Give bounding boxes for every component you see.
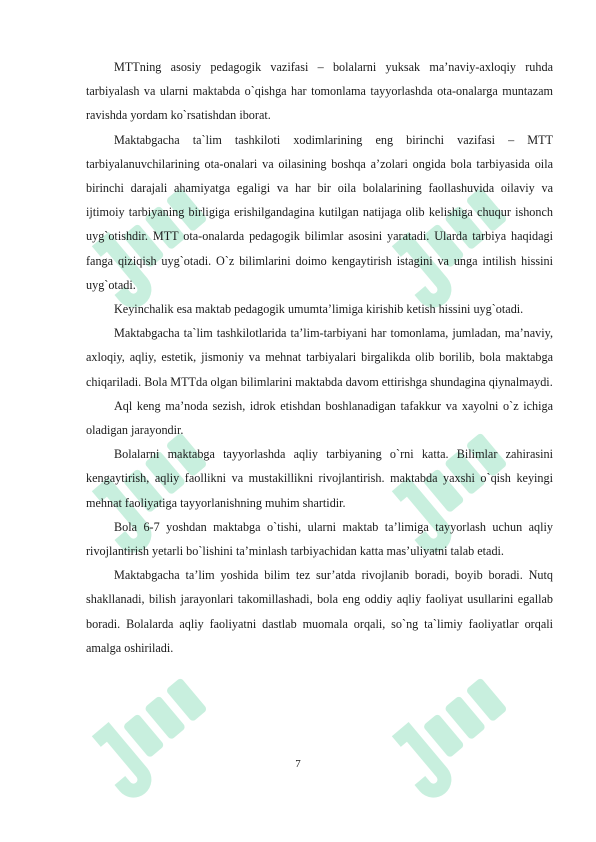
paragraph: Maktabgacha ta`lim tashkilotlarida ta’lim-tarbiyani har tomonlama, jumladan, ma’naviy, axloqiy, aqliy, estetik, jismoniy va mehnat tarbiyalari birgalikda olib borilib, bola maktabga chiqariladi. Bola MTTda olgan bilimlarini maktabda davom ettirishga shundagina qiynalmaydi.: [86, 326, 553, 389]
page-number: 7: [295, 758, 301, 770]
paragraph: Maktabgacha ta`lim tashkiloti xodimlarining eng birinchi vazifasi – MTT tarbiyalanuvchilarining ota-onalari va oilasining boshqa a’zolari ongida bola tarbiyasida oila birinchi darajali ahamiyatga egaligi va har bir oila bolalarining faollashuvida oilaviy va ijtimoiy tarbiyaning birligiga erishilgandagina kutilgan natijaga olib kelishiga chuqur ishonch uyg`otishdir. MTT ota-onalarda pedagogik bilimlar asosini yaratadi. Ularda tarbiya haqidagi fanga qiziqish uyg`otadi. O`z bilimlarini doimo kengaytirish istagini va unga intilish hissini uyg`otadi.: [86, 132, 553, 292]
paragraph: Aql keng ma’noda sezish, idrok etishdan boshlanadigan tafakkur va xayolni o`z ichiga oladigan jarayondir.: [86, 398, 553, 438]
paragraph: Keyinchalik esa maktab pedagogik umumta’limiga kirishib ketish hissini uyg`otadi.: [114, 302, 524, 317]
paragraph: Bola 6-7 yoshdan maktabga o`tishi, ularni maktab ta’limiga tayyorlash uchun aqliy rivojlantirish yetarli bo`lishini ta’minlash tarbiyachidan katta mas’uliyatni talab etadi.: [86, 519, 553, 559]
document-body: [86, 55, 553, 660]
paragraph: MTTning asosiy pedagogik vazifasi – bolalarni yuksak ma’naviy-axloqiy ruhda tarbiyalash va ularni maktabda o`qishga har tomonlama tayyorlashda ota-onalarga muntazam ravishda yordam ko`rsatishdan iborat.: [86, 60, 553, 123]
paragraph: Bolalarni maktabga tayyorlashda aqliy tarbiyaning o`rni katta. Bilimlar zahirasini kengaytirish, aqliy faollikni va mustakillikni rivojlantirish. maktabda yaxshi o`qish keyingi mehnat faoliyatiga tayyorlanishning muhim shartidir.: [86, 447, 553, 510]
paragraph: Maktabgacha ta’lim yoshida bilim tez sur’atda rivojlanib boradi, boyib boradi. Nutq shakllanadi, bilish jarayonlari takomillashadi, bola eng oddiy aqliy faoliyat usullarini egallab boradi. Bolalarda aqliy faoliyatni dastlab muomala orqali, so`ng ta`limiy faoliyatlar orqali amalga oshiriladi.: [86, 568, 553, 655]
